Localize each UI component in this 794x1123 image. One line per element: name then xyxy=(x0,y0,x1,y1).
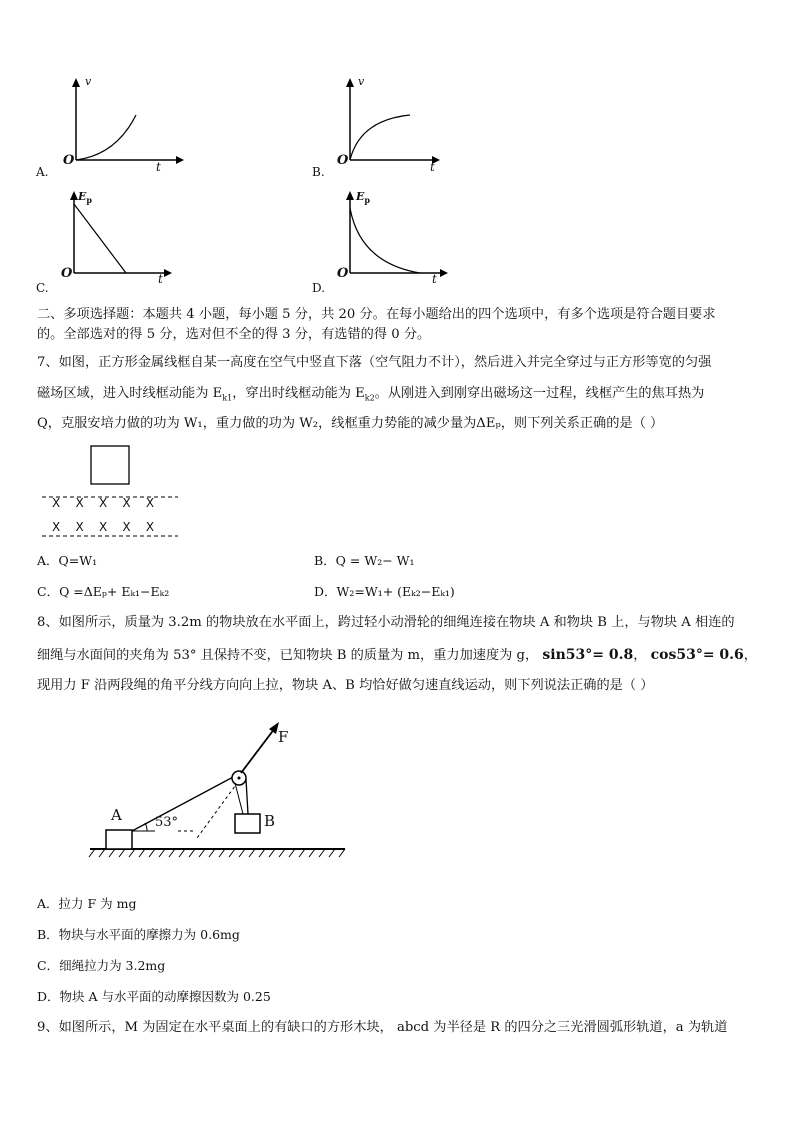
q7-option-b: B．Q = W₂− W₁ xyxy=(314,553,415,568)
q7-line1: 7、如图，正方形金属线框自某一高度在空气中竖直下落（空气阻力不计），然后进入并完全穿过与正方形等宽的匀强 xyxy=(37,355,712,370)
graph-b-origin: O xyxy=(337,153,349,168)
q8-blocka-label: A xyxy=(111,806,122,824)
q8-line3: 现用力 F 沿两段绳的角平分线方向向上拉，物块 A、B 均恰好做匀速直线运动，则下列说法正确的是（ ） xyxy=(37,678,654,693)
q7-figure xyxy=(38,444,188,544)
section2-line1: 二、多项选择题：本题共 4 小题，每小题 5 分，共 20 分。在每小题给出的四个选项中，有多个选项是符合题目要求 xyxy=(37,307,716,322)
q7-line2: 磁场区域，进入时线框动能为 $E_{k1}$，穿出时线框动能为 $E_{k2}$。从刚进入到刚穿出磁场这一过程，线框产生的焦耳热为 xyxy=(37,386,705,403)
q8-figure xyxy=(85,718,355,868)
q8-force-label: F xyxy=(278,728,289,746)
graph-c-xlabel: t xyxy=(158,272,163,286)
graph-d-option: D. xyxy=(312,281,326,295)
q9-line1: 9、如图所示，M 为固定在水平桌面上的有缺口的方形木块， abcd 为半径是 R 的四分之三光滑圆弧形轨道，a 为轨道 xyxy=(37,1020,728,1035)
q7-line3: Q，克服安培力做的功为 W₁，重力做的功为 W₂，线框重力势能的减少量为ΔEₚ，则下列关系正确的是（ ） xyxy=(37,416,664,431)
q8-option-b: B．物块与水平面的摩擦力为 0.6mg xyxy=(37,927,240,942)
section2-line2: 的。全部选对的得 5 分，选对但不全的得 3 分，有选错的得 0 分。 xyxy=(37,327,431,342)
graph-b-ylabel: v xyxy=(358,75,365,88)
q7-option-d: D．W₂=W₁+ (Eₖ₂−Eₖ₁) xyxy=(314,584,455,599)
graph-a-origin: O xyxy=(63,153,75,168)
graph-b-xlabel: t xyxy=(430,160,435,174)
q7-field-row2: X X X X X xyxy=(52,520,155,534)
graph-d xyxy=(312,188,492,298)
graph-d-origin: O xyxy=(337,266,349,281)
graph-c-option: C. xyxy=(36,281,49,295)
graph-c-origin: O xyxy=(61,266,73,281)
graph-c-plot xyxy=(36,188,216,298)
q8-blockb-label: B xyxy=(264,812,276,830)
graph-d-xlabel: t xyxy=(432,272,437,286)
graph-d-plot xyxy=(312,188,492,298)
graph-c xyxy=(36,188,216,298)
graph-a-plot xyxy=(36,75,216,185)
graph-b xyxy=(312,75,492,185)
q8-option-c: C．细绳拉力为 3.2mg xyxy=(37,958,166,973)
graph-b-plot xyxy=(312,75,492,185)
q8-option-a: A．拉力 F 为 mg xyxy=(37,896,137,911)
q8-line1: 8、如图所示，质量为 3.2m 的物块放在水平面上，跨过轻小动滑轮的细绳连接在物块 A 和物块 B 上，与物块 A 相连的 xyxy=(37,615,735,630)
q8-line2: 细绳与水面间的夹角为 53° 且保持不变，已知物块 B 的质量为 m，重力加速度为 g， sin53°= 0.8， cos53°= 0.6， xyxy=(37,647,757,663)
q7-option-a: A．Q=W₁ xyxy=(37,553,98,568)
graph-a xyxy=(36,75,216,185)
graph-a-option: A. xyxy=(36,165,49,179)
graph-a-xlabel: t xyxy=(156,160,161,174)
q8-option-d: D．物块 A 与水平面的动摩擦因数为 0.25 xyxy=(37,989,271,1004)
graph-c-ylabel: $E_p$ xyxy=(78,190,92,206)
graph-a-ylabel: v xyxy=(85,75,92,88)
graph-d-ylabel: $E_p$ xyxy=(356,190,370,206)
q8-figure-drawing xyxy=(85,718,355,868)
q7-field-row1: X X X X X xyxy=(52,496,155,510)
graph-b-option: B. xyxy=(312,165,325,179)
q8-angle-label: 53° xyxy=(155,815,179,830)
q7-option-c: C．Q =ΔEₚ+ Eₖ₁−Eₖ₂ xyxy=(37,584,170,599)
